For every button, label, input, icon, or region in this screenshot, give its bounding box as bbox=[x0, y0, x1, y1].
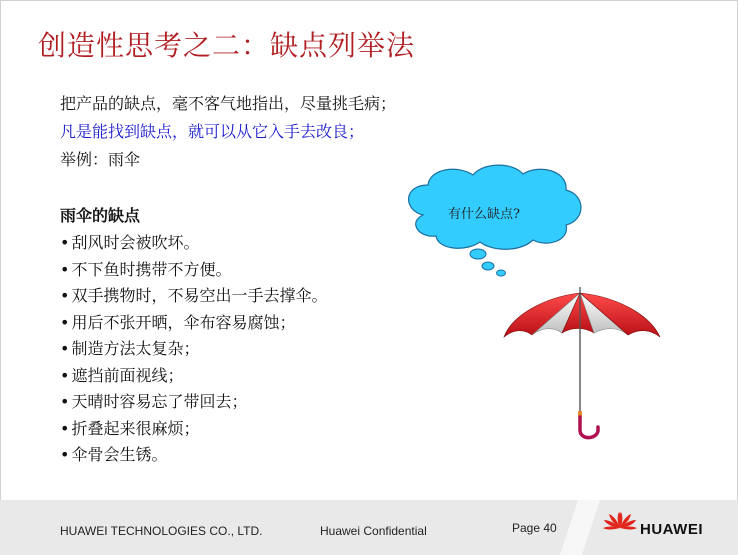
defect-list bbox=[60, 230, 327, 469]
footer-confidential: Huawei Confidential bbox=[320, 524, 427, 538]
list-item: • 制造方法太复杂； bbox=[60, 336, 327, 363]
list-item: • 折叠起来很麻烦； bbox=[60, 416, 327, 443]
footer-company: HUAWEI TECHNOLOGIES CO., LTD. bbox=[60, 524, 263, 538]
intro-line-1: 把产品的缺点，毫不客气地指出，尽量挑毛病； bbox=[60, 94, 397, 113]
section-title: 雨伞的缺点 bbox=[60, 206, 141, 225]
list-item: • 伞骨会生锈。 bbox=[60, 442, 327, 469]
list-item: • 双手携物时，不易空出一手去撑伞。 bbox=[60, 283, 327, 310]
intro-line-3: 举例：雨伞 bbox=[60, 150, 141, 169]
list-item: • 不下鱼时携带不方便。 bbox=[60, 257, 327, 284]
footer-divider bbox=[560, 500, 600, 555]
footer-page-number: Page 40 bbox=[512, 521, 557, 535]
list-item: • 用后不张开晒，伞布容易腐蚀； bbox=[60, 310, 327, 337]
list-item: • 遮挡前面视线； bbox=[60, 363, 327, 390]
intro-block bbox=[60, 90, 396, 174]
intro-line-2: 凡是能找到缺点，就可以从它入手去改良； bbox=[60, 122, 365, 141]
slide-title: 创造性思考之二：缺点列举法 bbox=[38, 29, 416, 62]
list-item: • 刮风时会被吹坏。 bbox=[60, 230, 327, 257]
cloud-question: 有什么缺点? bbox=[448, 207, 520, 222]
huawei-logo-text: HUAWEI bbox=[640, 521, 703, 538]
list-item: • 天晴时容易忘了带回去； bbox=[60, 389, 327, 416]
umbrella-icon bbox=[500, 285, 670, 445]
